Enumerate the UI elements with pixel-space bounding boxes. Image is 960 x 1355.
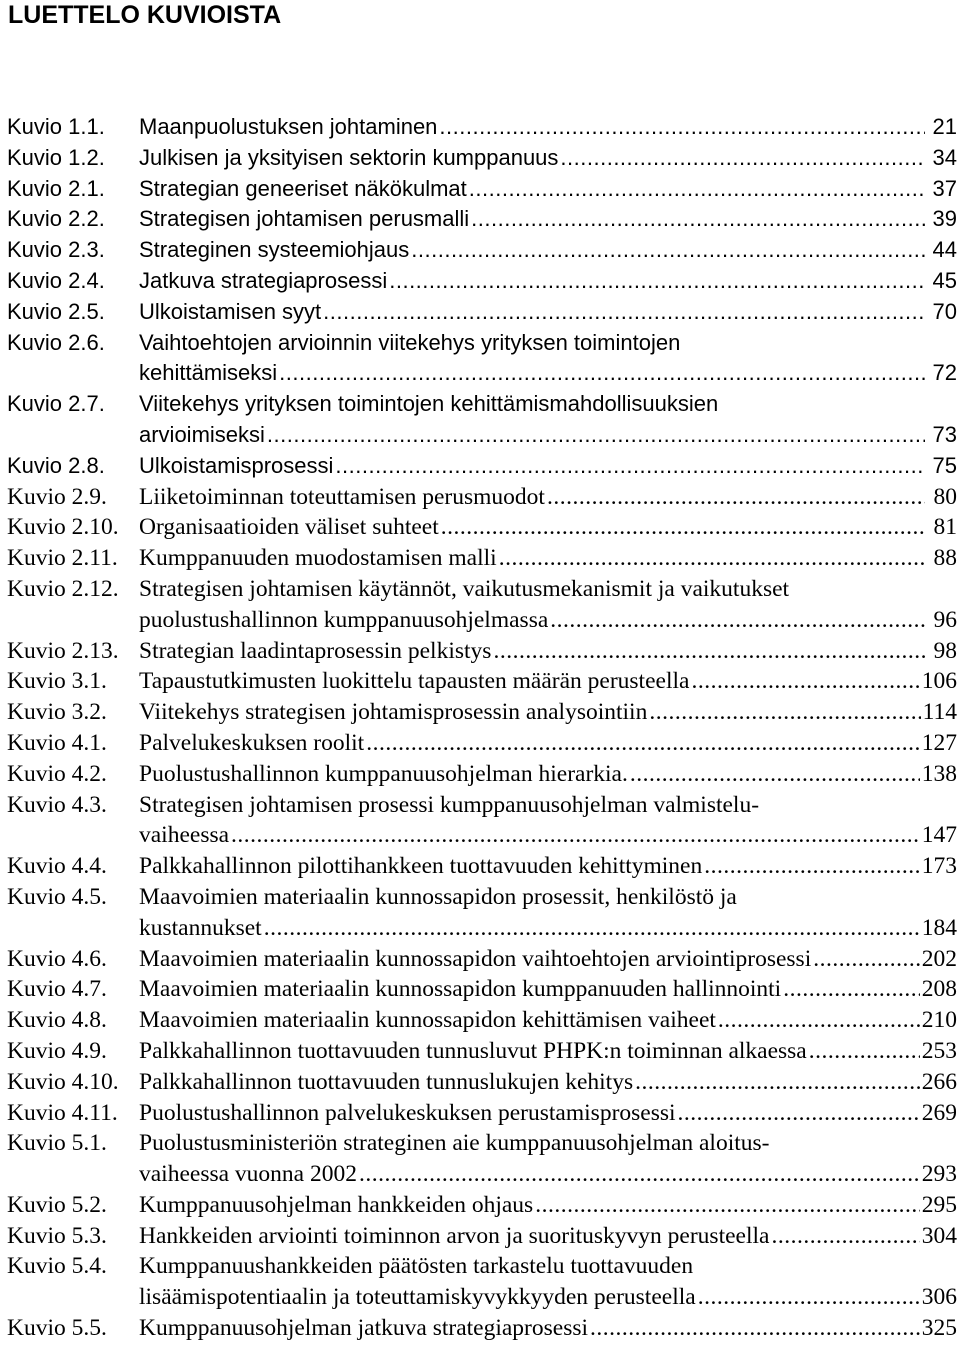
- page-number: 304: [921, 1222, 957, 1249]
- figure-number: Kuvio 5.4.: [7, 1253, 107, 1280]
- figure-title-with-page: [139, 820, 957, 851]
- dot-leader: [335, 451, 925, 482]
- figure-number: Kuvio 5.3.: [7, 1222, 107, 1249]
- figure-entry-line: [7, 666, 957, 697]
- dot-leader: [535, 1190, 920, 1221]
- figure-entry-line: [7, 851, 957, 882]
- figure-entry: [7, 328, 957, 390]
- dot-leader: [439, 112, 925, 143]
- figure-number: Kuvio 4.7.: [7, 976, 107, 1003]
- page-number: 114: [922, 699, 957, 726]
- dot-leader: [813, 944, 920, 975]
- page-number: 21: [932, 114, 957, 139]
- figure-title-with-page: [139, 666, 957, 697]
- figure-title: Strateginen systeemiohjaus: [139, 235, 411, 266]
- figure-title: puolustushallinnon kumppanuusohjelmassa: [139, 605, 550, 636]
- figure-entry-line: [7, 636, 957, 667]
- dot-leader: [809, 1036, 920, 1067]
- figure-title: Maavoimien materiaalin kunnossapidon prosessit, henkilöstö ja: [139, 883, 737, 910]
- page-number: 106: [921, 668, 957, 695]
- figure-title-with-page: [139, 235, 957, 266]
- figure-entry: [7, 1005, 957, 1036]
- figure-title: Liiketoiminnan toteuttamisen perusmuodot: [139, 482, 547, 513]
- figure-title: Vaihtoehtojen arvioinnin viitekehys yrityksen toimintojen: [139, 329, 681, 355]
- figure-number: Kuvio 4.5.: [7, 883, 107, 910]
- figure-entry-line: [7, 297, 957, 328]
- figure-entry: [7, 112, 957, 143]
- figure-title-with-page: [139, 1221, 957, 1252]
- dot-leader: [471, 204, 925, 235]
- figure-title: Palkkahallinnon tuottavuuden tunnusluvut PHPK:n toiminnan alkaessa: [139, 1036, 809, 1067]
- figure-entry-line: [7, 482, 957, 513]
- dot-leader: [783, 974, 920, 1005]
- page-number: 208: [921, 976, 957, 1003]
- page-number: 266: [921, 1068, 957, 1095]
- figure-entry: [7, 512, 957, 543]
- figure-number: Kuvio 4.2.: [7, 760, 107, 787]
- figure-entry: [7, 389, 957, 451]
- dot-leader: [231, 820, 920, 851]
- figure-title: kehittämiseksi: [139, 358, 279, 389]
- page-number: 295: [921, 1191, 957, 1218]
- figure-number: Kuvio 4.3.: [7, 791, 107, 818]
- dot-leader: [635, 1067, 920, 1098]
- figure-entry: [7, 1313, 957, 1344]
- page-number: 269: [921, 1099, 957, 1126]
- figure-title: Ulkoistamisen syyt: [139, 297, 323, 328]
- figure-title: Viitekehys strategisen johtamisprosessin analysointiin: [139, 697, 649, 728]
- figure-entry-line: [7, 174, 957, 205]
- figure-number: Kuvio 2.1.: [7, 175, 105, 201]
- dot-leader: [264, 913, 920, 944]
- figure-entry-line: [7, 790, 957, 821]
- figure-title-with-page: [139, 174, 957, 205]
- figure-entry-line: [7, 1221, 957, 1252]
- figure-title: vaiheessa vuonna 2002: [139, 1159, 359, 1190]
- figure-entry-line: [7, 605, 957, 636]
- figure-entry: [7, 944, 957, 975]
- figure-number: Kuvio 2.3.: [7, 237, 105, 263]
- page-number: 184: [921, 914, 957, 941]
- figure-entry-line: [7, 420, 957, 451]
- figure-number: Kuvio 2.5.: [7, 298, 105, 324]
- figure-entry-line: [7, 913, 957, 944]
- figure-title-with-page: [139, 605, 957, 636]
- figure-number: Kuvio 4.10.: [7, 1068, 119, 1095]
- figure-number: Kuvio 2.11.: [7, 545, 118, 572]
- figure-entry: [7, 790, 957, 852]
- figure-entry: [7, 451, 957, 482]
- page-number: 72: [932, 360, 957, 386]
- figure-title-with-page: [139, 728, 957, 759]
- figure-entry-line: [7, 235, 957, 266]
- figure-title: Hankkeiden arviointi toiminnon arvon ja suorituskyvyn perusteella: [139, 1221, 771, 1252]
- figure-entry: [7, 1067, 957, 1098]
- figure-entry: [7, 143, 957, 174]
- figure-entry-line: [7, 1098, 957, 1129]
- figure-entry-line: [7, 1067, 957, 1098]
- figure-title: Strategian laadintaprosessin pelkistys: [139, 636, 493, 667]
- figure-title: Strategisen johtamisen prosessi kumppanuusohjelman valmistelu-: [139, 791, 760, 818]
- figure-entry: [7, 543, 957, 574]
- figure-entry: [7, 266, 957, 297]
- figure-title: Maavoimien materiaalin kunnossapidon kehittämisen vaiheet: [139, 1005, 718, 1036]
- figure-title-with-page: [139, 512, 957, 543]
- figure-title: Kumppanuusohjelman jatkuva strategiaprosessi: [139, 1313, 590, 1344]
- figure-number: Kuvio 2.12.: [7, 575, 119, 602]
- figure-title-with-page: [139, 543, 957, 574]
- figure-number: Kuvio 2.2.: [7, 206, 105, 232]
- figure-title: Kumppanuusohjelman hankkeiden ohjaus: [139, 1190, 535, 1221]
- figure-number: Kuvio 5.5.: [7, 1315, 107, 1342]
- figure-number: Kuvio 2.7.: [7, 391, 105, 417]
- figure-title-with-page: [139, 1036, 957, 1067]
- figure-entry-line: [7, 759, 957, 790]
- page-number: 173: [921, 853, 957, 880]
- page-number: 70: [932, 298, 957, 324]
- figure-title-with-page: [139, 1159, 957, 1190]
- figure-number: Kuvio 1.1.: [7, 114, 105, 139]
- figure-title: Palvelukeskuksen roolit: [139, 728, 366, 759]
- page-title: LUETTELO KUVIOISTA: [8, 1, 282, 29]
- dot-leader: [698, 1282, 920, 1313]
- figure-entry: [7, 1098, 957, 1129]
- figure-title-with-page: [139, 1190, 957, 1221]
- figure-entry-line: [7, 728, 957, 759]
- page-number: 306: [921, 1284, 957, 1311]
- figure-title: Tapaustutkimusten luokittelu tapausten määrän perusteella: [139, 666, 691, 697]
- dot-leader: [691, 666, 919, 697]
- dot-leader: [590, 1313, 920, 1344]
- figure-entry: [7, 1128, 957, 1190]
- figure-entry-line: [7, 1313, 957, 1344]
- page-number: 34: [932, 144, 957, 170]
- dot-leader: [323, 297, 925, 328]
- figure-entry-line: [7, 820, 957, 851]
- page-number: 138: [921, 760, 957, 787]
- figure-title: Maavoimien materiaalin kunnossapidon vaihtoehtojen arviointiprosessi: [139, 944, 813, 975]
- figure-entry: [7, 697, 957, 728]
- figure-title-with-page: [139, 1282, 957, 1313]
- dot-leader: [279, 358, 925, 389]
- figure-entry-line: [7, 543, 957, 574]
- figure-title-with-page: [139, 482, 957, 513]
- dot-leader: [359, 1159, 920, 1190]
- page-number: 80: [933, 483, 957, 510]
- page-number: 253: [921, 1037, 957, 1064]
- figure-title: Jatkuva strategiaprosessi: [139, 266, 389, 297]
- figure-entry-line: [7, 697, 957, 728]
- figure-entry: [7, 297, 957, 328]
- page-number: 96: [933, 606, 957, 633]
- figure-entry: [7, 882, 957, 944]
- figure-title-with-page: [139, 1067, 957, 1098]
- figure-entry: [7, 204, 957, 235]
- figure-entry-line: [7, 1128, 957, 1159]
- figure-entry: [7, 974, 957, 1005]
- figure-title-with-page: [139, 358, 957, 389]
- figure-number: Kuvio 5.1.: [7, 1130, 107, 1157]
- figure-title: vaiheessa: [139, 820, 231, 851]
- figure-number: Kuvio 2.4.: [7, 267, 105, 293]
- page-number: 127: [921, 729, 957, 756]
- figure-title: lisäämispotentiaalin ja toteuttamiskyvykkyyden perusteella: [139, 1282, 698, 1313]
- figure-entry: [7, 1251, 957, 1313]
- figure-title: Palkkahallinnon tuottavuuden tunnuslukujen kehitys: [139, 1067, 635, 1098]
- dot-leader: [366, 728, 920, 759]
- figure-number: Kuvio 3.1.: [7, 668, 107, 695]
- page-number: 147: [921, 822, 957, 849]
- figure-title: Maavoimien materiaalin kunnossapidon kumppanuuden hallinnointi: [139, 974, 783, 1005]
- page-number: 39: [932, 206, 957, 232]
- figure-title: Kumppanuushankkeiden päätösten tarkastelu tuottavuuden: [139, 1253, 694, 1280]
- dot-leader: [771, 1221, 919, 1252]
- figure-title-with-page: [139, 1098, 957, 1129]
- dot-leader: [441, 512, 925, 543]
- figure-title: Palkkahallinnon pilottihankkeen tuottavuuden kehittyminen: [139, 851, 704, 882]
- dot-leader: [560, 143, 925, 174]
- figure-title-with-page: [139, 913, 957, 944]
- figure-title: Kumppanuuden muodostamisen malli: [139, 543, 499, 574]
- figure-number: Kuvio 2.6.: [7, 329, 105, 355]
- figure-number: Kuvio 4.1.: [7, 729, 107, 756]
- figure-entry-line: [7, 1251, 957, 1282]
- page-number: 325: [921, 1315, 957, 1342]
- figure-number: Kuvio 2.13.: [7, 637, 119, 664]
- dot-leader: [469, 174, 925, 205]
- page-number: 88: [933, 545, 957, 572]
- dot-leader: [718, 1005, 920, 1036]
- figure-entry: [7, 574, 957, 636]
- page-number: 45: [932, 267, 957, 293]
- figure-title-with-page: [139, 1005, 957, 1036]
- figure-number: Kuvio 2.8.: [7, 452, 105, 478]
- figure-title-with-page: [139, 451, 957, 482]
- figure-entry-line: [7, 944, 957, 975]
- figure-title: Strategisen johtamisen käytännöt, vaikutusmekanismit ja vaikutukset: [139, 575, 790, 602]
- figure-entry-line: [7, 512, 957, 543]
- figure-title-with-page: [139, 143, 957, 174]
- figure-number: Kuvio 4.11.: [7, 1099, 118, 1126]
- dot-leader: [649, 697, 920, 728]
- figure-entry: [7, 636, 957, 667]
- figure-entry-line: [7, 974, 957, 1005]
- page-number: 44: [932, 237, 957, 263]
- figure-title-with-page: [139, 420, 957, 451]
- figure-number: Kuvio 4.6.: [7, 945, 107, 972]
- figure-title-with-page: [139, 759, 957, 790]
- figure-entry: [7, 759, 957, 790]
- figure-list: [7, 112, 957, 1344]
- figure-entry: [7, 235, 957, 266]
- figure-entry-line: [7, 1005, 957, 1036]
- figure-entry-line: [7, 112, 957, 143]
- figure-entry-line: [7, 882, 957, 913]
- figure-entry-line: [7, 358, 957, 389]
- figure-title-with-page: [139, 636, 957, 667]
- figure-title-with-page: [139, 204, 957, 235]
- figure-entry-line: [7, 266, 957, 297]
- figure-title-with-page: [139, 697, 957, 728]
- figure-title-with-page: [139, 112, 957, 143]
- dot-leader: [493, 636, 925, 667]
- figure-entry-line: [7, 1159, 957, 1190]
- dot-leader: [267, 420, 925, 451]
- figure-title-with-page: [139, 1313, 957, 1344]
- figure-entry: [7, 1036, 957, 1067]
- figure-entry-line: [7, 143, 957, 174]
- figure-title-with-page: [139, 266, 957, 297]
- figure-title-with-page: [139, 297, 957, 328]
- dot-leader: [550, 605, 925, 636]
- figure-number: Kuvio 5.2.: [7, 1191, 107, 1218]
- dot-leader: [630, 759, 920, 790]
- page-number: 37: [932, 175, 957, 201]
- dot-leader: [499, 543, 925, 574]
- dot-leader: [678, 1098, 920, 1129]
- figure-number: Kuvio 1.2.: [7, 144, 105, 170]
- figure-entry: [7, 1221, 957, 1252]
- figure-entry-line: [7, 1036, 957, 1067]
- page-number: 73: [932, 421, 957, 447]
- figure-entry: [7, 482, 957, 513]
- dot-leader: [547, 482, 925, 513]
- figure-title: Viitekehys yrityksen toimintojen kehittämismahdollisuuksien: [139, 391, 719, 417]
- page-number: 75: [932, 452, 957, 478]
- figure-entry-line: [7, 451, 957, 482]
- dot-leader: [411, 235, 925, 266]
- figure-title: Puolustushallinnon kumppanuusohjelman hierarkia.: [139, 759, 630, 790]
- dot-leader: [389, 266, 925, 297]
- figure-title: Strategian geneeriset näkökulmat: [139, 174, 469, 205]
- figure-number: Kuvio 4.4.: [7, 853, 107, 880]
- figure-entry-line: [7, 574, 957, 605]
- figure-number: Kuvio 3.2.: [7, 699, 107, 726]
- figure-title-with-page: [139, 944, 957, 975]
- figure-entry-line: [7, 389, 957, 420]
- figure-title: kustannukset: [139, 913, 264, 944]
- figure-title-with-page: [139, 974, 957, 1005]
- figure-title: Puolustusministeriön strateginen aie kumppanuusohjelman aloitus-: [139, 1130, 770, 1157]
- figure-title: arvioimiseksi: [139, 420, 267, 451]
- figure-title: Puolustushallinnon palvelukeskuksen perustamisprosessi: [139, 1098, 678, 1129]
- figure-title: Strategisen johtamisen perusmalli: [139, 204, 471, 235]
- figure-entry-line: [7, 204, 957, 235]
- figure-entry: [7, 666, 957, 697]
- figure-number: Kuvio 4.8.: [7, 1007, 107, 1034]
- figure-entry-line: [7, 1190, 957, 1221]
- figure-entry: [7, 728, 957, 759]
- figure-title: Maanpuolustuksen johtaminen: [139, 112, 439, 143]
- figure-title: Julkisen ja yksityisen sektorin kumppanuus: [139, 143, 560, 174]
- dot-leader: [704, 851, 920, 882]
- page-number: 293: [921, 1161, 957, 1188]
- figure-entry-line: [7, 328, 957, 359]
- page-number: 81: [933, 514, 957, 541]
- figure-number: Kuvio 4.9.: [7, 1037, 107, 1064]
- figure-entry-line: [7, 1282, 957, 1313]
- page-number: 210: [921, 1007, 957, 1034]
- figure-number: Kuvio 2.10.: [7, 514, 119, 541]
- figure-entry: [7, 174, 957, 205]
- figure-number: Kuvio 2.9.: [7, 483, 107, 510]
- page-number: 98: [933, 637, 957, 664]
- figure-title: Organisaatioiden väliset suhteet: [139, 512, 441, 543]
- figure-entry: [7, 1190, 957, 1221]
- figure-title-with-page: [139, 851, 957, 882]
- figure-entry: [7, 851, 957, 882]
- page-number: 202: [921, 945, 957, 972]
- figure-title: Ulkoistamisprosessi: [139, 451, 335, 482]
